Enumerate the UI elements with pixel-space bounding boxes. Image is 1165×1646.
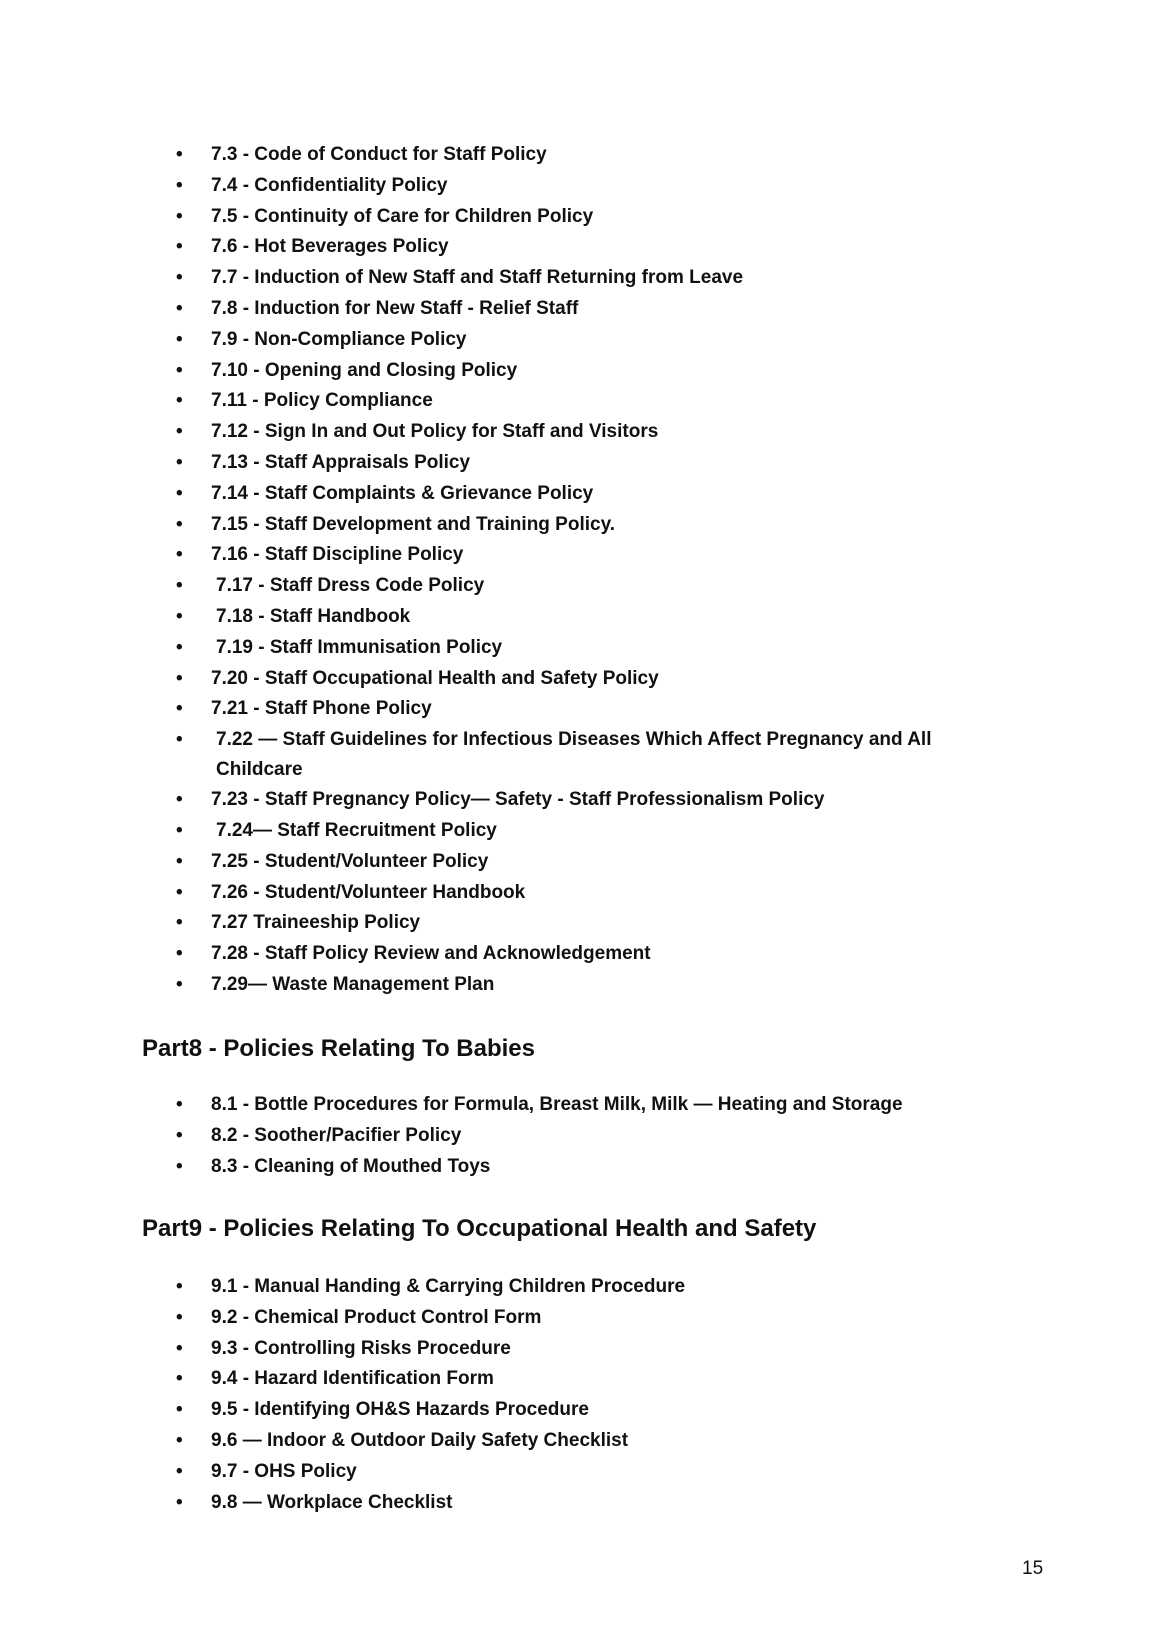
list-item: • 7.15 - Staff Development and Training Policy. xyxy=(176,510,976,541)
list-item: • 9.7 - OHS Policy xyxy=(176,1457,976,1488)
list-item: • 7.8 - Induction for New Staff - Relief Staff xyxy=(176,294,976,325)
list-item: • 7.12 - Sign In and Out Policy for Staff and Visitors xyxy=(176,417,976,448)
list-item: • 9.3 - Controlling Risks Procedure xyxy=(176,1334,976,1365)
list-item: • 7.10 - Opening and Closing Policy xyxy=(176,356,976,387)
list-item: • 7.13 - Staff Appraisals Policy xyxy=(176,448,976,479)
list-item: • 7.29— Waste Management Plan xyxy=(176,970,976,1001)
section-heading-part9: Part9 - Policies Relating To Occupational Health and Safety xyxy=(142,1215,817,1242)
list-item: • 8.1 - Bottle Procedures for Formula, Breast Milk, Milk — Heating and Storage xyxy=(176,1090,976,1121)
page-number: 15 xyxy=(1022,1558,1044,1579)
list-item: • 9.8 — Workplace Checklist xyxy=(176,1488,976,1519)
list-item: • 8.2 - Soother/Pacifier Policy xyxy=(176,1121,976,1152)
list-item: • 7.22 — Staff Guidelines for Infectious Diseases Which Affect Pregnancy and All Childcare xyxy=(176,725,976,785)
list-item: • 9.1 - Manual Handing & Carrying Children Procedure xyxy=(176,1272,976,1303)
part7-policy-list xyxy=(176,140,976,1001)
list-item: • 7.23 - Staff Pregnancy Policy— Safety - Staff Professionalism Policy xyxy=(176,785,976,816)
section-heading-part8: Part8 - Policies Relating To Babies xyxy=(142,1035,535,1062)
part9-policy-list xyxy=(176,1272,976,1518)
list-item: • 7.9 - Non-Compliance Policy xyxy=(176,325,976,356)
list-item: • 7.14 - Staff Complaints & Grievance Policy xyxy=(176,479,976,510)
list-item: • 7.3 - Code of Conduct for Staff Policy xyxy=(176,140,976,171)
part8-policy-list xyxy=(176,1090,976,1182)
list-item: • 7.16 - Staff Discipline Policy xyxy=(176,540,976,571)
list-item: • 7.5 - Continuity of Care for Children Policy xyxy=(176,202,976,233)
list-item: • 7.19 - Staff Immunisation Policy xyxy=(176,633,976,664)
list-item: • 7.27 Traineeship Policy xyxy=(176,908,976,939)
list-item: • 7.11 - Policy Compliance xyxy=(176,386,976,417)
list-item: • 7.4 - Confidentiality Policy xyxy=(176,171,976,202)
list-item: • 9.5 - Identifying OH&S Hazards Procedure xyxy=(176,1395,976,1426)
list-item: • 7.21 - Staff Phone Policy xyxy=(176,694,976,725)
list-item: • 7.26 - Student/Volunteer Handbook xyxy=(176,878,976,909)
list-item: • 9.6 — Indoor & Outdoor Daily Safety Checklist xyxy=(176,1426,976,1457)
list-item: • 7.7 - Induction of New Staff and Staff Returning from Leave xyxy=(176,263,976,294)
list-item: • 7.24— Staff Recruitment Policy xyxy=(176,816,976,847)
list-item: • 7.18 - Staff Handbook xyxy=(176,602,976,633)
list-item: • 7.28 - Staff Policy Review and Acknowledgement xyxy=(176,939,976,970)
list-item: • 7.6 - Hot Beverages Policy xyxy=(176,232,976,263)
list-item: • 9.2 - Chemical Product Control Form xyxy=(176,1303,976,1334)
list-item: • 7.25 - Student/Volunteer Policy xyxy=(176,847,976,878)
list-item: • 9.4 - Hazard Identification Form xyxy=(176,1364,976,1395)
list-item: • 7.17 - Staff Dress Code Policy xyxy=(176,571,976,602)
list-item: • 7.20 - Staff Occupational Health and Safety Policy xyxy=(176,664,976,695)
list-item: • 8.3 - Cleaning of Mouthed Toys xyxy=(176,1152,976,1183)
